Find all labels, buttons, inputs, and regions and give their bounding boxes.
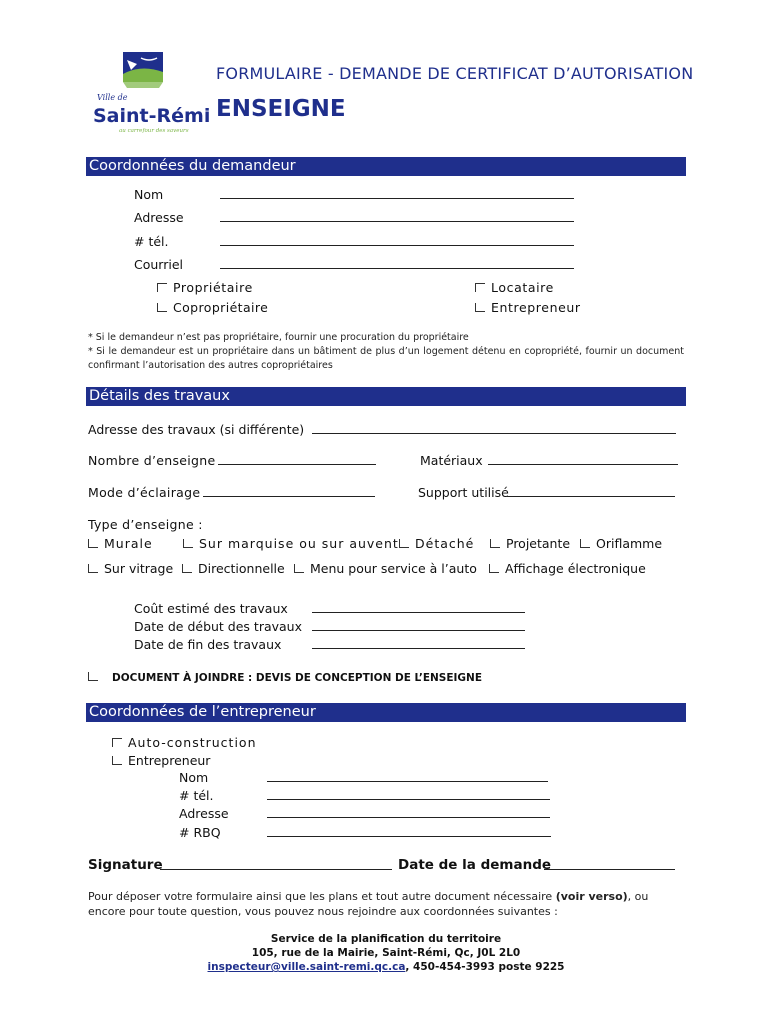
tenant-checkbox[interactable] (475, 280, 554, 295)
support-input[interactable] (507, 485, 675, 500)
svg-text:Ville de: Ville de (97, 93, 128, 102)
sign-type-label: Type d’enseigne : (88, 517, 203, 532)
type-banner-label: Oriflamme (596, 536, 663, 551)
contractor-name-input[interactable] (267, 770, 548, 785)
type-banner-checkbox[interactable] (580, 536, 662, 551)
end-date-label: Date de fin des travaux (134, 637, 282, 652)
type-projecting-label: Projetante (506, 536, 571, 551)
request-date-input[interactable] (544, 857, 675, 873)
checkbox-icon (157, 283, 167, 292)
type-drive-menu-checkbox[interactable] (294, 561, 477, 576)
svg-text:Saint-Rémi: Saint-Rémi (93, 105, 211, 127)
checkbox-icon (399, 539, 409, 548)
type-detached-checkbox[interactable] (399, 536, 474, 551)
request-date-label: Date de la demande (398, 857, 552, 873)
checkbox-icon (489, 564, 499, 573)
contractor-address-label: Adresse (179, 806, 229, 821)
coowner-checkbox[interactable] (157, 300, 268, 315)
type-window-checkbox[interactable] (88, 561, 173, 576)
type-electronic-label: Affichage électronique (505, 561, 646, 576)
checkbox-icon (88, 672, 98, 681)
sign-count-input[interactable] (218, 453, 376, 468)
footer-text-continued: , ou encore pour toute question, vous pouvez nous rejoindre aux coordonnées suivantes : (88, 890, 649, 918)
checkbox-icon (157, 303, 167, 312)
contractor-address-input[interactable] (267, 806, 550, 821)
document-required-checkbox[interactable] (88, 672, 482, 684)
document-required-label: DOCUMENT À JOINDRE : DEVIS DE CONCEPTION DE L’ENSEIGNE (112, 672, 482, 684)
contractor-phone-input[interactable] (267, 788, 550, 803)
start-date-label: Date de début des travaux (134, 619, 302, 634)
type-electronic-checkbox[interactable] (489, 561, 646, 576)
checkbox-icon (182, 564, 192, 573)
svg-text:au carrefour des saveurs: au carrefour des saveurs (119, 128, 189, 134)
footer-text: Pour déposer votre formulaire ainsi que les plans et tout autre document nécessaire (88, 890, 556, 903)
contractor-label: Entrepreneur (491, 300, 581, 315)
section-heading-works: Détails des travaux (86, 387, 686, 406)
checkbox-icon (88, 564, 98, 573)
materials-label: Matériaux (420, 453, 483, 468)
lighting-input[interactable] (203, 485, 375, 500)
type-drive-menu-label: Menu pour service à l’auto (310, 561, 477, 576)
footer-instructions (88, 889, 684, 919)
type-mural-label: Murale (104, 536, 153, 551)
owner-checkbox[interactable] (157, 280, 253, 295)
field-label-phone: # tél. (134, 234, 169, 249)
contractor-rbq-label: # RBQ (179, 825, 221, 840)
field-label-name: Nom (134, 187, 164, 202)
contractor-name-label: Nom (179, 770, 209, 785)
type-canopy-label: Sur marquise ou sur auvent (199, 536, 399, 551)
field-label-email: Courriel (134, 257, 183, 272)
sign-count-label: Nombre d’enseigne (88, 453, 216, 468)
owner-label: Propriétaire (173, 280, 253, 295)
email-input[interactable] (220, 257, 574, 272)
works-address-label: Adresse des travaux (si différente) (88, 422, 305, 437)
signature-label: Signature (88, 857, 163, 873)
lighting-label: Mode d’éclairage (88, 485, 201, 500)
checkbox-icon (183, 539, 193, 548)
self-build-checkbox[interactable] (112, 735, 257, 750)
checkbox-icon (294, 564, 304, 573)
contact-line (86, 960, 686, 975)
note-proxy: * Si le demandeur n’est pas propriétaire, fournir une procuration du propriétaire (88, 332, 469, 343)
works-address-input[interactable] (312, 422, 676, 437)
city-logo (93, 50, 211, 135)
address-input[interactable] (220, 210, 574, 225)
section-heading-applicant: Coordonnées du demandeur (86, 157, 686, 176)
email-link[interactable]: inspecteur@ville.saint-remi.qc.ca (207, 961, 406, 973)
checkbox-icon (475, 283, 485, 292)
type-canopy-checkbox[interactable] (183, 536, 399, 551)
type-mural-checkbox[interactable] (88, 536, 153, 551)
support-label: Support utilisé (418, 485, 509, 500)
type-directional-label: Directionnelle (198, 561, 285, 576)
entrepreneur-label: Entrepreneur (128, 753, 211, 768)
name-input[interactable] (220, 187, 574, 202)
service-name: Service de la planification du territoire (270, 933, 502, 945)
start-date-input[interactable] (312, 619, 525, 634)
note-coownership: * Si le demandeur est un propriétaire dans un bâtiment de plus d’un logement détenu en copropriété, fournir un document confirmant l’autorisation des autres copropriétaires (88, 346, 684, 371)
field-label-address: Adresse (134, 210, 184, 225)
signature-input[interactable] (160, 857, 392, 873)
footer-bold-text: (voir verso) (555, 890, 628, 903)
phone-number: , 450-454-3993 poste 9225 (405, 961, 565, 973)
checkbox-icon (112, 756, 122, 765)
checkbox-icon (580, 539, 590, 548)
section-heading-contractor: Coordonnées de l’entrepreneur (86, 703, 686, 722)
contractor-phone-label: # tél. (179, 788, 214, 803)
coowner-label: Copropriétaire (173, 300, 269, 315)
form-title: FORMULAIRE - DEMANDE DE CERTIFICAT D’AUTORISATION (216, 64, 694, 83)
type-window-label: Sur vitrage (104, 561, 174, 576)
type-directional-checkbox[interactable] (182, 561, 285, 576)
checkbox-icon (112, 738, 122, 747)
checkbox-icon (88, 539, 98, 548)
cost-input[interactable] (312, 601, 525, 616)
end-date-input[interactable] (312, 637, 525, 652)
form-subtitle: ENSEIGNE (216, 96, 346, 122)
phone-input[interactable] (220, 234, 574, 249)
service-address: 105, rue de la Mairie, Saint-Rémi, Qc, J0L 2L0 (251, 947, 521, 959)
contractor-checkbox[interactable] (475, 300, 581, 315)
cost-label: Coût estimé des travaux (134, 601, 288, 616)
checkbox-icon (475, 303, 485, 312)
materials-input[interactable] (488, 453, 678, 468)
self-build-label: Auto-construction (128, 735, 257, 750)
contractor-rbq-input[interactable] (267, 825, 551, 840)
tenant-label: Locataire (491, 280, 554, 295)
type-projecting-checkbox[interactable] (490, 536, 570, 551)
type-detached-label: Détaché (415, 536, 475, 551)
entrepreneur-checkbox[interactable] (112, 753, 210, 768)
checkbox-icon (490, 539, 500, 548)
